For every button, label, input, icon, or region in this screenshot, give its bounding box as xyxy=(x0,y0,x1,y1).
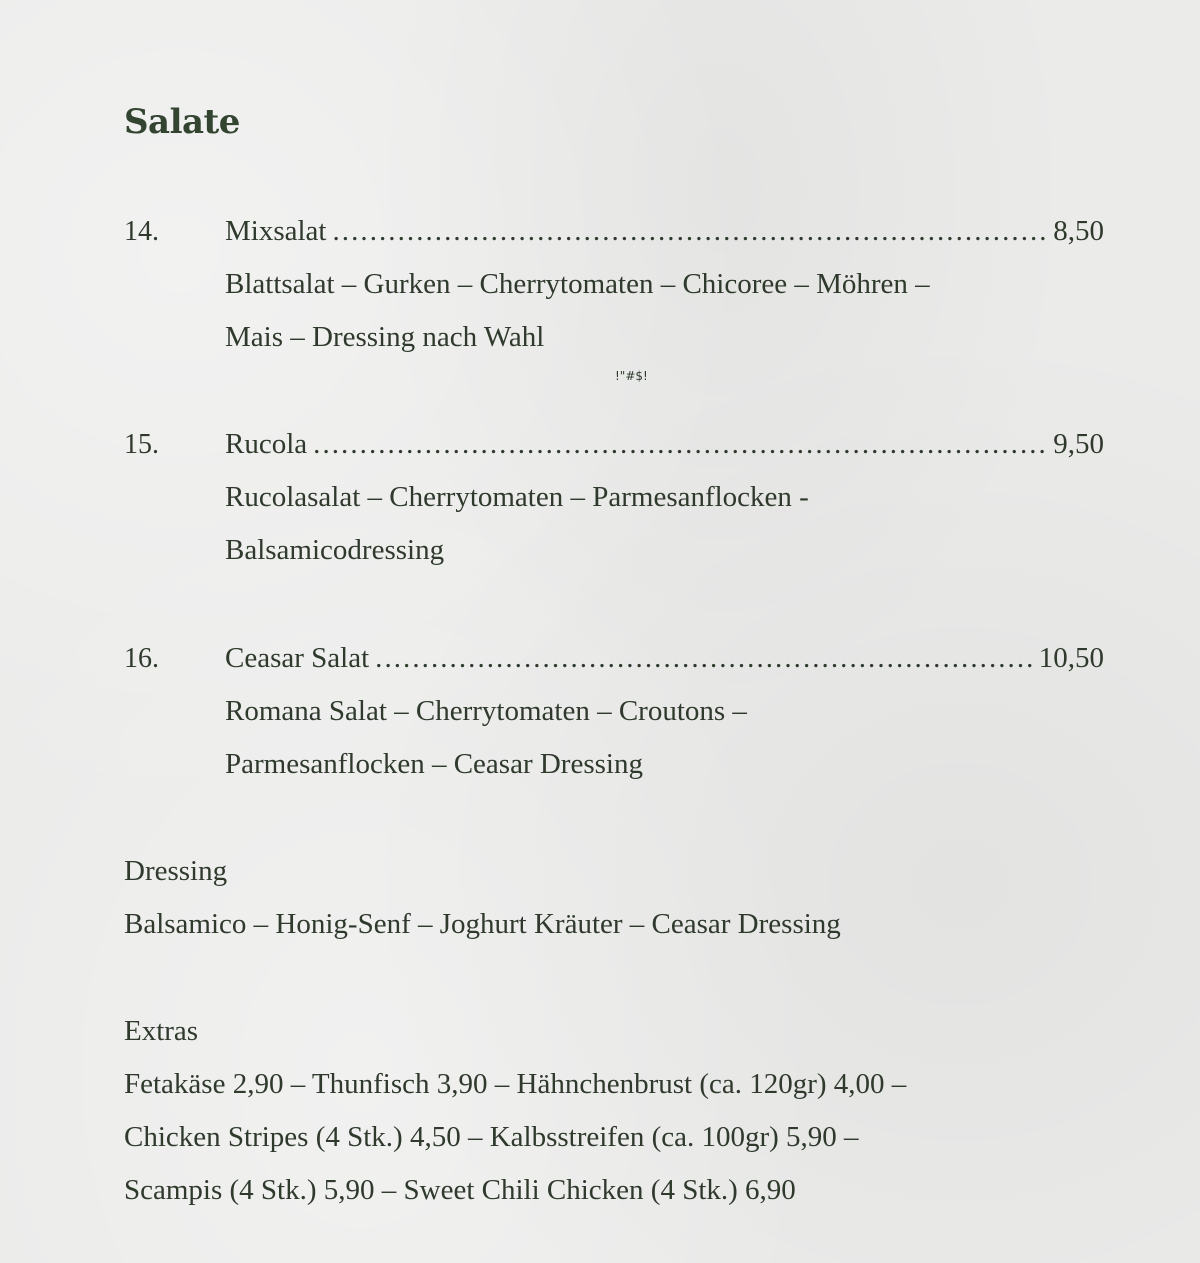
description-line: Parmesanflocken – Ceasar Dressing xyxy=(225,748,643,780)
menu-item-number: 16. xyxy=(124,643,159,674)
menu-item-description xyxy=(225,685,1085,791)
description-line: Rucolasalat – Cherrytomaten – Parmesanflocken - xyxy=(225,481,809,513)
menu-item-name: Mixsalat xyxy=(225,215,327,247)
extras-line: Chicken Stripes (4 Stk.) 4,50 – Kalbsstreifen (ca. 100gr) 5,90 – xyxy=(124,1121,859,1153)
menu-item-price: 9,50 xyxy=(1053,428,1104,460)
section-title: Salate xyxy=(124,102,240,142)
menu-item-number: 14. xyxy=(124,216,159,247)
menu-item xyxy=(124,632,1104,791)
description-line: Balsamicodressing xyxy=(225,534,445,566)
description-line: Blattsalat – Gurken – Cherrytomaten – Chicoree – Möhren – xyxy=(225,268,930,300)
menu-item-price: 10,50 xyxy=(1038,642,1104,674)
menu-item-number: 15. xyxy=(124,429,159,460)
extras-heading: Extras xyxy=(124,1015,199,1047)
menu-item-header xyxy=(124,418,1104,471)
description-line: Mais – Dressing nach Wahl xyxy=(225,321,545,353)
dot-leader xyxy=(313,418,1047,471)
stray-glyphs: !"#$! xyxy=(615,369,648,383)
menu-item-name: Rucola xyxy=(225,428,308,460)
dressing-section xyxy=(124,845,1084,951)
menu-item-description xyxy=(225,258,1085,364)
menu-item-header xyxy=(124,205,1104,258)
extras-line: Scampis (4 Stk.) 5,90 – Sweet Chili Chicken (4 Stk.) 6,90 xyxy=(124,1174,796,1206)
menu-item xyxy=(124,205,1104,364)
description-line: Romana Salat – Cherrytomaten – Croutons – xyxy=(225,695,747,727)
dressing-text: Balsamico – Honig-Senf – Joghurt Kräuter – Ceasar Dressing xyxy=(124,908,841,940)
dressing-heading: Dressing xyxy=(124,855,228,887)
dot-leader xyxy=(375,632,1033,685)
extras-line: Fetakäse 2,90 – Thunfisch 3,90 – Hähnchenbrust (ca. 120gr) 4,00 – xyxy=(124,1068,907,1100)
menu-item-header xyxy=(124,632,1104,685)
menu-item-price: 8,50 xyxy=(1053,215,1104,247)
dot-leader xyxy=(333,205,1048,258)
menu-item-name: Ceasar Salat xyxy=(225,642,370,674)
menu-item xyxy=(124,418,1104,577)
extras-section xyxy=(124,1005,1084,1217)
menu-item-description xyxy=(225,471,1085,577)
